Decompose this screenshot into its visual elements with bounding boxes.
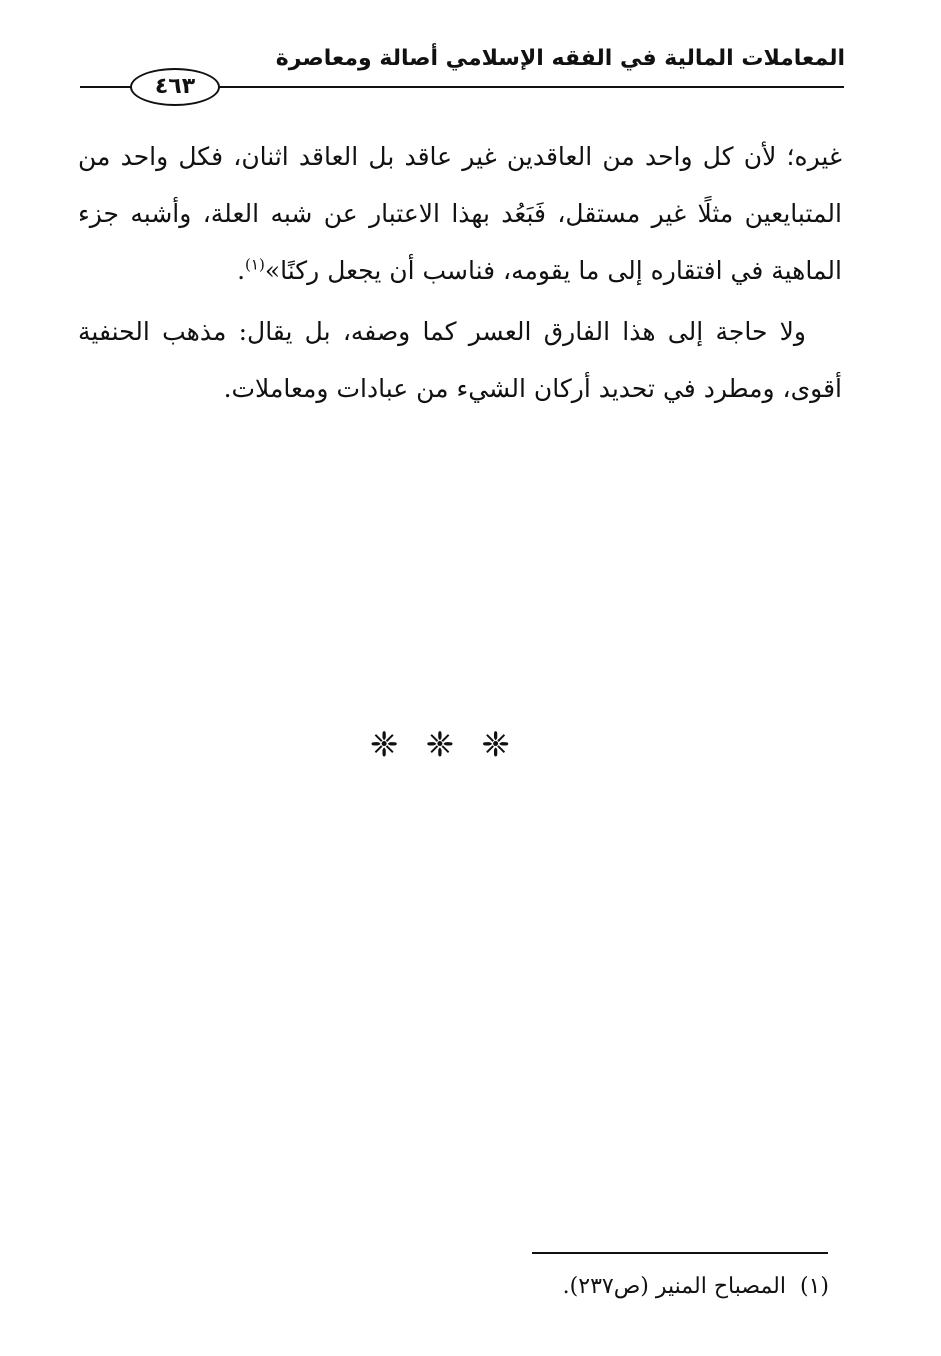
paragraph-1	[78, 128, 842, 299]
footnote-number: (١)	[799, 1274, 829, 1299]
paragraph-1-text: غيره؛ لأن كل واحد من العاقدين غير عاقد بل العاقد اثنان، فكل واحد من المتبايعين مثلًا غير مستقل، فَبَعُد بهذا الاعتبار عن شبه العلة، وأشبه جزء الماهية في افتقاره إلى ما يقومه، فناسب أن يجعل ركنًا»	[78, 142, 842, 285]
flower-ornament-icon: ❈	[370, 725, 399, 765]
section-separator	[370, 726, 510, 764]
page-number: ٤٦٣	[130, 68, 220, 106]
footnote-text: المصباح المنير (ص٢٣٧).	[562, 1274, 786, 1299]
running-header-title: المعاملات المالية في الفقه الإسلامي أصالة ومعاصرة	[275, 46, 845, 71]
footnote-reference: (١)	[245, 255, 265, 274]
paragraph-2: ولا حاجة إلى هذا الفارق العسر كما وصفه، بل يقال: مذهب الحنفية أقوى، ومطرد في تحديد أركان الشيء من عبادات ومعاملات.	[78, 317, 842, 403]
paragraph-1-end: .	[237, 256, 246, 285]
footnote-rule	[532, 1252, 828, 1254]
flower-ornament-icon: ❈	[481, 725, 510, 765]
main-text	[78, 128, 842, 417]
footnote	[229, 1270, 829, 1304]
flower-ornament-icon: ❈	[425, 725, 455, 765]
